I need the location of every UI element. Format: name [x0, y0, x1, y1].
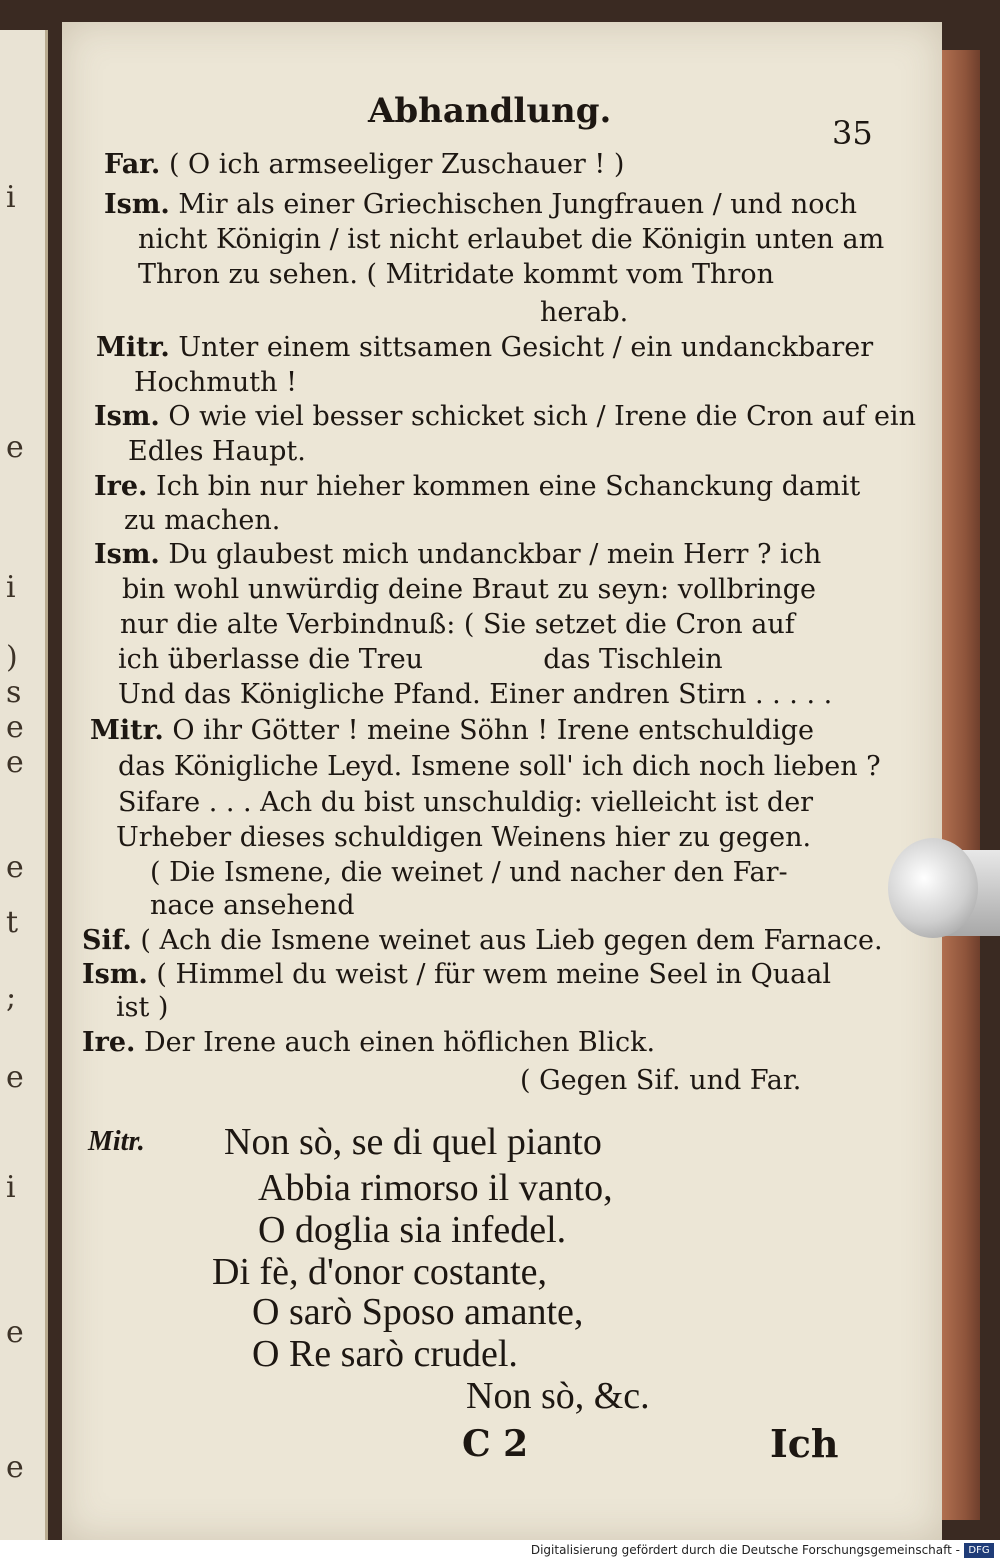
line-text: Ich bin nur hieher kommen eine Schanckung damit — [156, 471, 861, 502]
dialogue-line — [116, 993, 168, 1023]
line-text: ( Gegen Sif. und Far. — [520, 1065, 802, 1096]
dialogue-line — [122, 575, 816, 605]
aria-line: O sarò Sposo amante, — [252, 1291, 584, 1333]
line-text: ( O ich armseeliger Zuschauer ! ) — [168, 149, 625, 180]
line-text: Der Irene auch einen höflichen Blick. — [144, 1027, 656, 1058]
line-text: zu machen. — [124, 505, 281, 536]
line-text: ( Ach die Ismene weinet aus Lieb gegen dem Farnace. — [140, 925, 883, 956]
dialogue-line — [90, 716, 814, 746]
speaker-label: Ism. — [104, 189, 170, 220]
line-text: ich überlasse die Treu das Tischlein — [118, 644, 723, 675]
line-text: ist ) — [116, 992, 169, 1023]
line-text: O wie viel besser schicket sich / Irene die Cron auf ein — [168, 401, 916, 432]
dialogue-line — [150, 858, 788, 888]
margin-letter: e — [6, 430, 24, 465]
footer-credit: Digitalisierung gefördert durch die Deutsche Forschungsgemeinschaft - — [530, 1543, 960, 1557]
dialogue-line — [124, 506, 280, 536]
margin-letter: e — [6, 710, 24, 745]
dialogue-line — [118, 680, 832, 710]
line-text: das Königliche Leyd. Ismene soll' ich dich noch lieben ? — [118, 751, 881, 782]
line-text: Unter einem sittsamen Gesicht / ein undanckbarer — [178, 332, 874, 363]
dialogue-line — [94, 402, 916, 432]
dialogue-line — [118, 645, 723, 675]
aria-speaker: Mitr. — [88, 1126, 145, 1157]
line-text: ( Himmel du weist / für wem meine Seel in Quaal — [156, 959, 831, 990]
aria-line: Di fè, d'onor costante, — [212, 1251, 548, 1293]
speaker-label: Far. — [104, 149, 161, 180]
line-text: ( Die Ismene, die weinet / und nacher den Far- — [150, 857, 788, 888]
line-text: Hochmuth ! — [134, 367, 297, 398]
line-text: Und das Königliche Pfand. Einer andren Stirn . . . . . — [118, 679, 833, 710]
footer-bar — [0, 1540, 1000, 1562]
dialogue-line — [82, 926, 883, 956]
dialogue-line — [116, 823, 811, 853]
dialogue-line — [82, 960, 831, 990]
margin-letter: i — [6, 180, 16, 215]
aria-line: Non sò, se di quel pianto — [224, 1121, 602, 1163]
paper-clip — [888, 838, 1000, 956]
clip-ring — [888, 838, 978, 938]
line-text: nace ansehend — [150, 890, 355, 921]
dialogue-line — [104, 150, 624, 180]
dialogue-line — [96, 333, 873, 363]
speaker-label: Ire. — [82, 1027, 136, 1058]
line-text: O ihr Götter ! meine Söhn ! Irene entschuldige — [172, 715, 815, 746]
margin-letter: ; — [6, 980, 17, 1015]
line-text: Du glaubest mich undanckbar / mein Herr ? ich — [168, 539, 822, 570]
page-number: 35 — [832, 114, 873, 152]
margin-letter: t — [6, 905, 19, 940]
line-text: nicht Königin / ist nicht erlaubet die Königin unten am — [138, 224, 885, 255]
aria-line: Abbia rimorso il vanto, — [258, 1167, 613, 1209]
dialogue-line — [94, 472, 860, 502]
aria-line: O doglia sia infedel. — [258, 1209, 567, 1251]
line-text: nur die alte Verbindnuß: ( Sie setzet die Cron auf — [120, 609, 795, 640]
speaker-label: Ism. — [94, 401, 160, 432]
margin-letter: e — [6, 1060, 24, 1095]
catchword: Ich — [770, 1421, 839, 1466]
margin-letter: e — [6, 850, 24, 885]
dialogue-line — [118, 752, 881, 782]
dialogue-line — [138, 260, 774, 290]
line-text: Sifare . . . Ach du bist unschuldig: vielleicht ist der — [118, 787, 814, 818]
margin-letter: e — [6, 1450, 24, 1485]
dialogue-line — [82, 1028, 655, 1058]
speaker-label: Ire. — [94, 471, 148, 502]
speaker-label: Ism. — [94, 539, 160, 570]
dialogue-line — [128, 437, 306, 467]
line-text: Urheber dieses schuldigen Weinens hier zu gegen. — [116, 822, 812, 853]
line-text: Mir als einer Griechischen Jungfrauen / und noch — [178, 189, 858, 220]
book-page-edge — [942, 50, 980, 1520]
dialogue-line — [120, 610, 795, 640]
speaker-label: Ism. — [82, 959, 148, 990]
left-page-fragment — [0, 30, 48, 1540]
dialogue-line — [118, 788, 813, 818]
line-text: Thron zu sehen. ( Mitridate kommt vom Thron — [138, 259, 774, 290]
margin-letter: i — [6, 1170, 16, 1205]
margin-letter: s — [6, 675, 22, 710]
signature-mark: C 2 — [462, 1423, 529, 1465]
margin-letter: e — [6, 1315, 24, 1350]
aria-line: Non sò, &c. — [466, 1375, 650, 1417]
speaker-label: Sif. — [82, 925, 132, 956]
page-heading: Abhandlung. — [368, 91, 612, 131]
dialogue-line — [540, 298, 628, 328]
speaker-label: Mitr. — [96, 332, 170, 363]
line-text: Edles Haupt. — [128, 436, 306, 467]
dialogue-line — [104, 190, 857, 220]
line-text: herab. — [540, 297, 629, 328]
dialogue-line — [94, 540, 821, 570]
dialogue-line — [520, 1066, 801, 1096]
margin-letter: i — [6, 570, 16, 605]
margin-letter: e — [6, 745, 24, 780]
dialogue-line — [134, 368, 297, 398]
dialogue-line — [150, 891, 355, 921]
margin-letter: ) — [6, 640, 18, 675]
dialogue-line — [138, 225, 884, 255]
line-text: bin wohl unwürdig deine Braut zu seyn: vollbringe — [122, 574, 816, 605]
dfg-logo-icon: DFG — [964, 1543, 994, 1558]
speaker-label: Mitr. — [90, 715, 164, 746]
aria-line: O Re sarò crudel. — [252, 1333, 518, 1375]
